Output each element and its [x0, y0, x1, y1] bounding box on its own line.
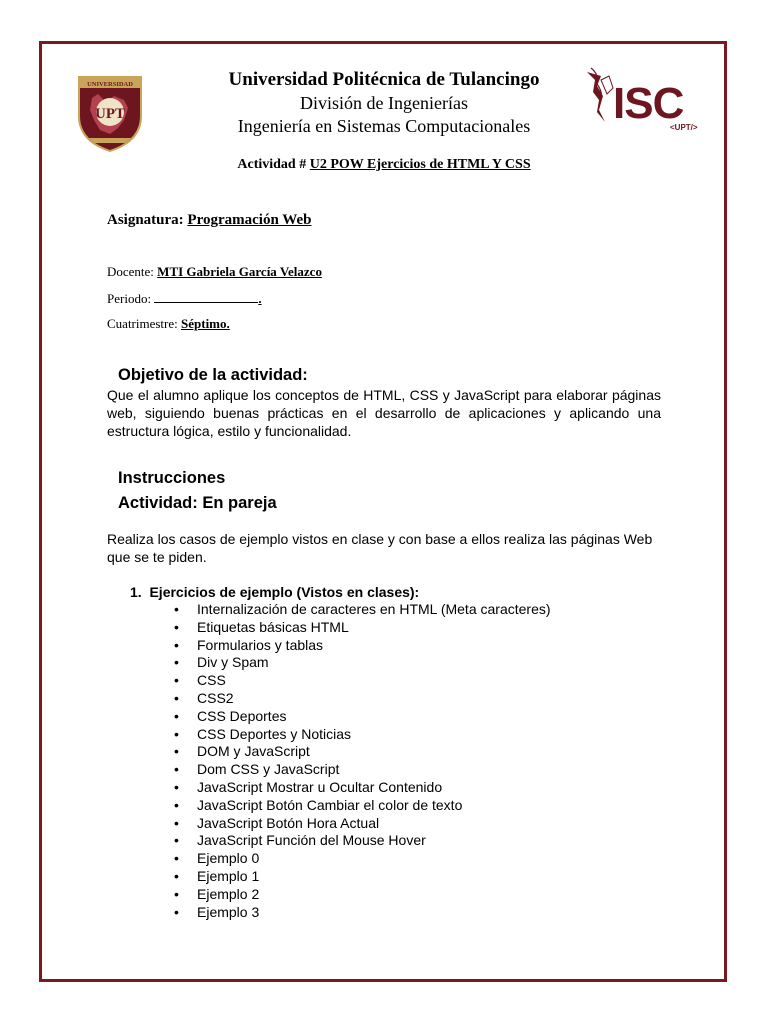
bullet-icon: •: [174, 707, 179, 724]
teacher-row: [107, 264, 322, 280]
logo-upt-mark: UPT: [95, 106, 125, 122]
period-blank: [154, 290, 258, 303]
bullet-icon: •: [174, 814, 179, 831]
list-item-text: Internalización de caracteres en HTML (Meta caracteres): [197, 601, 551, 617]
list-item-text: Dom CSS y JavaScript: [197, 761, 340, 778]
list-item-text: CSS2: [197, 689, 234, 706]
list-item-text: JavaScript Mostrar u Ocultar Contenido: [197, 778, 443, 795]
list-item: [172, 850, 551, 868]
bullet-icon: •: [174, 796, 179, 813]
term-value: Séptimo.: [181, 316, 230, 331]
instructions-intro: Realiza los casos de ejemplo vistos en clase y con base a ellos realiza las páginas Web que se te piden.: [107, 531, 653, 565]
university-logo: [74, 68, 146, 152]
list-item: [172, 672, 551, 690]
list-item-text: CSS Deportes: [197, 707, 287, 724]
bullet-icon: •: [174, 743, 179, 760]
list-item: [172, 815, 551, 833]
list-item: [172, 832, 551, 850]
list-heading-text: Ejercicios de ejemplo (Vistos en clases):: [149, 584, 420, 600]
period-row: [107, 290, 262, 307]
list-item-text: DOM y JavaScript: [197, 743, 310, 760]
bullet-icon: •: [174, 636, 179, 653]
list-item: [172, 619, 551, 637]
list-item: [172, 690, 551, 708]
objective-heading: Objetivo de la actividad:: [118, 366, 308, 384]
list-item: [172, 743, 551, 761]
list-item-text: CSS: [197, 672, 226, 689]
list-item: [172, 761, 551, 779]
bullet-icon: •: [174, 654, 179, 671]
subject-label: Asignatura:: [107, 212, 188, 228]
list-item: [172, 601, 551, 619]
subject-value: Programación Web: [187, 212, 312, 228]
teacher-value: MTI Gabriela García Velazco: [157, 264, 322, 279]
activity-label: Actividad #: [237, 157, 310, 172]
list-item: [172, 726, 551, 744]
list-item-text: JavaScript Botón Cambiar el color de texto: [197, 796, 463, 813]
bullet-icon: •: [174, 832, 179, 849]
list-item: [172, 868, 551, 886]
bullet-icon: •: [174, 867, 179, 884]
bullet-icon: •: [174, 778, 179, 795]
list-item-text: Ejemplo 1: [197, 867, 260, 884]
objective-text: Que el alumno aplique los conceptos de HTML, CSS y JavaScript para elaborar páginas web, siguiendo buenas prácticas en el desarrollo de aplicaciones y aplicando una estructura lógica, estilo y funcionalidad.: [107, 387, 661, 439]
bullet-icon: •: [174, 850, 179, 867]
bullet-icon: •: [174, 618, 179, 635]
subject-row: [107, 212, 311, 229]
logo-upt-top-text: UNIVERSIDAD: [87, 81, 133, 88]
list-item-text: Ejemplo 0: [197, 850, 260, 867]
list-item-text: Formularios y tablas: [197, 636, 324, 653]
term-label: Cuatrimestre:: [107, 316, 182, 331]
activity-value: U2 POW Ejercicios de HTML Y CSS: [309, 157, 531, 172]
bullet-icon: •: [174, 725, 179, 742]
exercise-list: [172, 601, 551, 921]
division-name: División de Ingenierías: [300, 93, 468, 113]
list-item-text: JavaScript Función del Mouse Hover: [197, 832, 426, 849]
list-item-text: CSS Deportes y Noticias: [197, 725, 352, 742]
list-item-text: Ejemplo 3: [197, 903, 260, 920]
period-label: Periodo:: [107, 291, 155, 306]
term-row: [107, 316, 230, 332]
list-item-text: JavaScript Botón Hora Actual: [197, 814, 380, 831]
list-item: [172, 904, 551, 922]
isc-logo-tag: <UPT/>: [670, 123, 698, 132]
list-item: [172, 708, 551, 726]
list-item: [172, 886, 551, 904]
instructions-heading: Instrucciones: [118, 469, 226, 487]
isc-logo: [585, 66, 705, 132]
career-name: Ingeniería en Sistemas Computacionales: [237, 116, 531, 136]
bullet-icon: •: [174, 601, 179, 617]
teacher-label: Docente:: [107, 264, 158, 279]
activity-mode-heading: Actividad: En pareja: [118, 494, 277, 512]
list-item: [172, 779, 551, 797]
list-item: [172, 654, 551, 672]
list-item-text: Etiquetas básicas HTML: [197, 618, 349, 635]
bullet-icon: •: [174, 903, 179, 920]
list-heading: [130, 584, 419, 600]
list-number: 1.: [130, 584, 142, 600]
activity-title: [150, 157, 618, 173]
bullet-icon: •: [174, 761, 179, 778]
period-tail: .: [258, 291, 262, 306]
bullet-icon: •: [174, 672, 179, 689]
list-item: [172, 637, 551, 655]
header-titles: [150, 68, 618, 138]
bullet-icon: •: [174, 885, 179, 902]
university-name: Universidad Politécnica de Tulancingo: [228, 69, 540, 90]
list-item-text: Div y Spam: [197, 654, 269, 671]
isc-logo-text: ISC: [613, 79, 684, 128]
list-item-text: Ejemplo 2: [197, 885, 260, 902]
bullet-icon: •: [174, 689, 179, 706]
list-item: [172, 797, 551, 815]
